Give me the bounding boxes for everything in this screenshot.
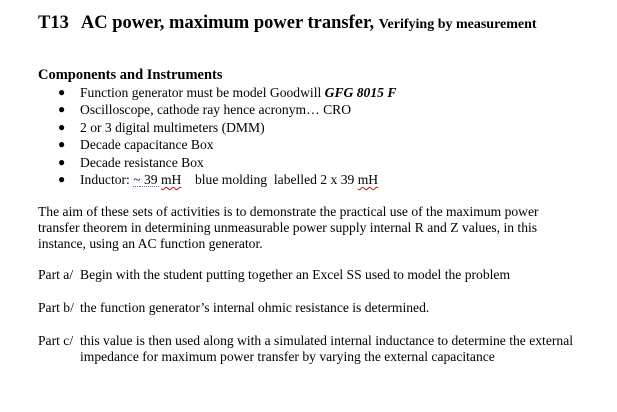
part-b <box>38 300 429 316</box>
part-text: Begin with the student putting together an Excel SS used to model the problem <box>80 267 511 282</box>
bullet-icon: ● <box>58 102 66 117</box>
components-heading: Components and Instruments <box>38 67 223 83</box>
unit-mh: mH <box>160 171 182 187</box>
bullet-icon: ● <box>58 85 66 99</box>
aim-paragraph <box>38 204 598 252</box>
part-label: Part a/ <box>38 267 74 282</box>
item-text: Inductor: <box>80 171 134 187</box>
part-text: the function generator’s internal ohmic resistance is determined. <box>80 300 430 315</box>
bullet-icon: ● <box>58 154 66 169</box>
part-text: this value is then used along with a simulated internal inductance to determine the external <box>80 333 573 348</box>
aim-line: transfer theorem in determining unmeasurable power supply internal R and Z values, in this <box>38 220 538 235</box>
part-a <box>38 267 510 283</box>
item-text: Decade capacitance Box <box>80 137 214 153</box>
aim-line: The aim of these sets of activities is to demonstrate the practical use of the maximum power <box>38 204 539 219</box>
inductance-value: 39 <box>140 171 161 187</box>
bullet-icon: ● <box>58 171 66 186</box>
part-label: Part c/ <box>38 333 74 348</box>
item-text: blue molding labelled 2 x 39 <box>181 171 358 187</box>
bullet-icon: ● <box>58 119 66 134</box>
item-text: Function generator must be model Goodwill <box>80 85 325 100</box>
title-code: T13 <box>38 13 69 33</box>
title-main: AC power, maximum power transfer, <box>80 13 375 33</box>
document-title <box>38 12 537 36</box>
title-subtitle: Verifying by measurement <box>378 17 537 32</box>
approx-symbol: ~ <box>133 171 141 187</box>
unit-mh: mH <box>357 171 379 187</box>
generator-model: GFG 8015 F <box>324 85 397 100</box>
part-label: Part b/ <box>38 300 74 315</box>
item-text: Decade resistance Box <box>80 154 204 170</box>
part-text-continued: impedance for maximum power transfer by varying the external capacitance <box>80 349 495 364</box>
aim-line: instance, using an AC function generator. <box>38 236 263 251</box>
item-text: Oscilloscope, cathode ray hence acronym… CRO <box>80 102 352 118</box>
bullet-icon: ● <box>58 137 66 152</box>
part-c <box>38 333 573 365</box>
item-text: 2 or 3 digital multimeters (DMM) <box>80 119 265 135</box>
